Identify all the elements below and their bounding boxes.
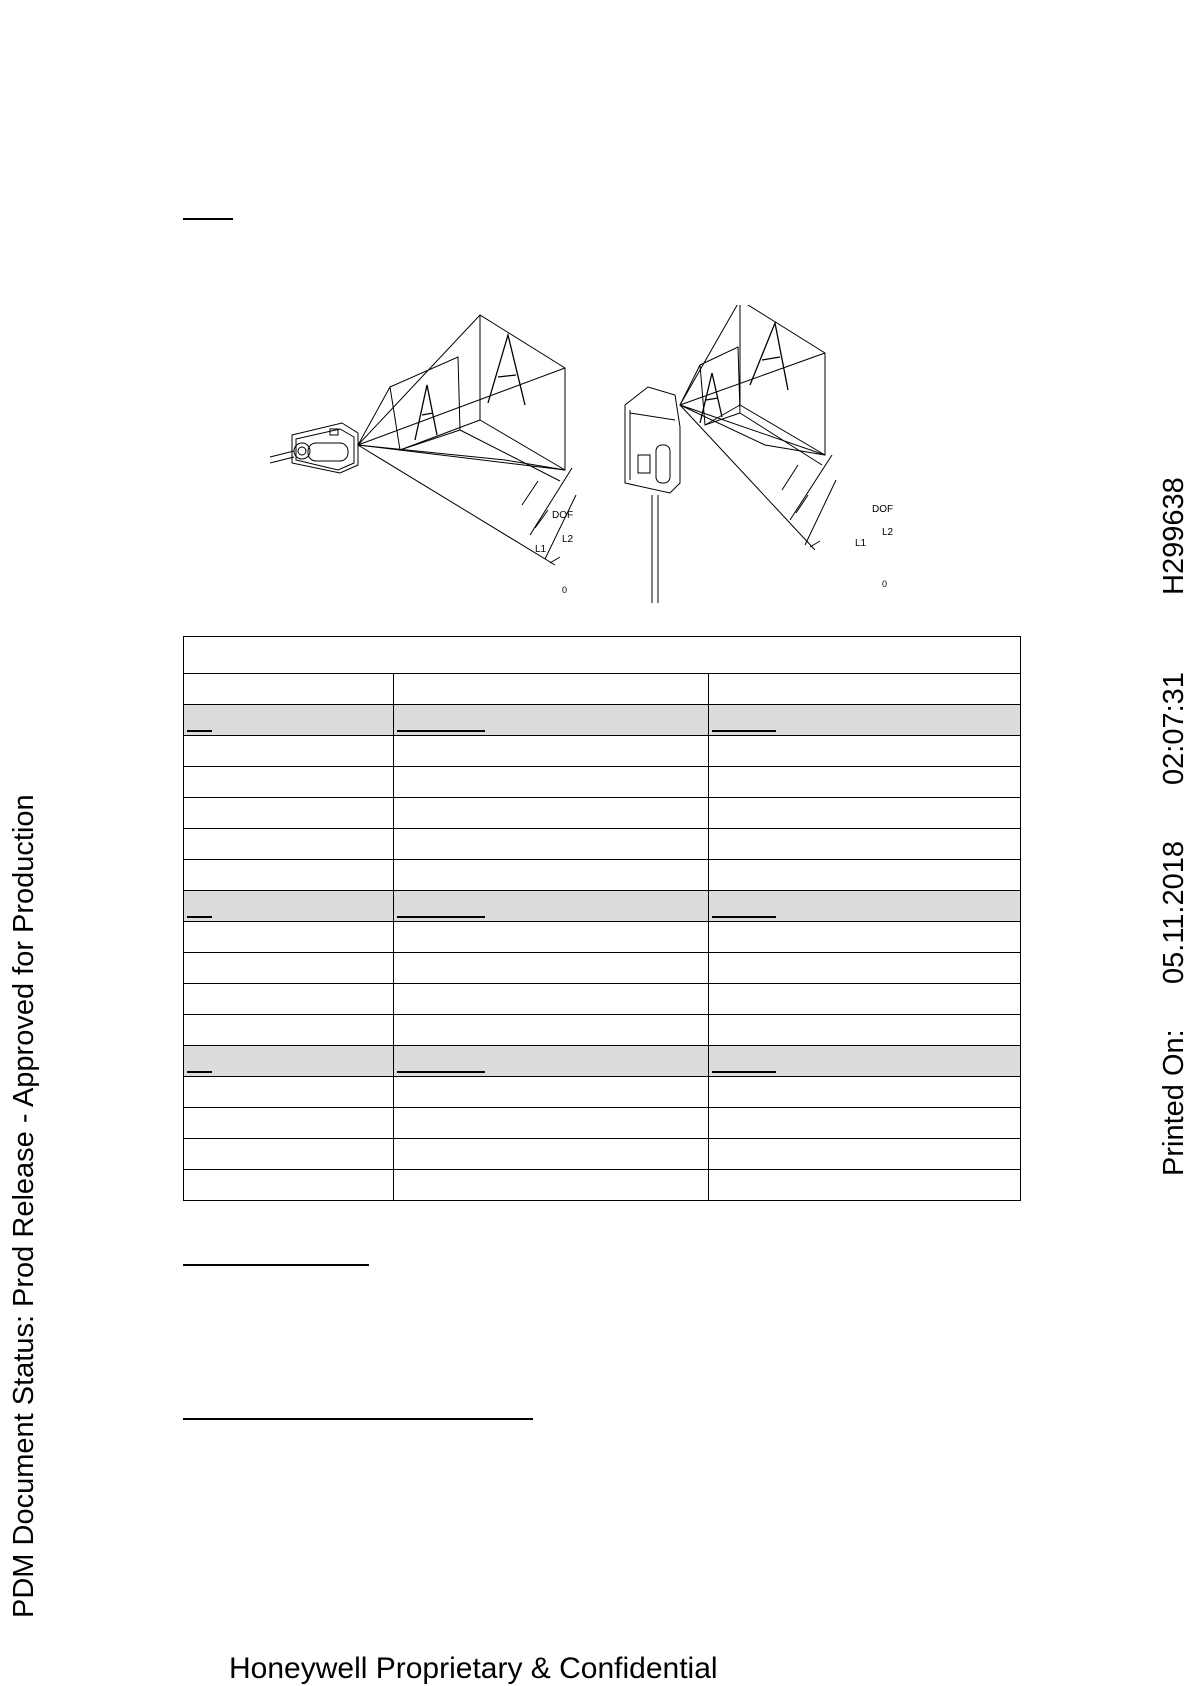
scanner-device-right [625,387,680,603]
printed-time: 02:07:31 [1158,672,1190,785]
group-mark [712,730,776,732]
dimension-lines-right [782,455,836,547]
printed-date: 05.11.2018 [1158,841,1190,984]
table-header-row [184,674,1021,705]
fov-pyramid-left [358,315,565,565]
table-row [184,1015,1021,1046]
group-mark [712,916,776,918]
table-row [184,860,1021,891]
dof-label-right: DOF [872,504,894,515]
table-row [184,984,1021,1015]
table-group-row [184,891,1021,922]
heading-underline [183,218,233,220]
letter-a-small-left [415,385,437,440]
table-row [184,829,1021,860]
table-row [184,767,1021,798]
section-heading-underline [183,1418,533,1420]
table-row [184,1139,1021,1170]
footer-confidential: Honeywell Proprietary & Confidential [229,1652,718,1685]
origin-label-left: 0 [562,585,568,595]
table-row [184,1077,1021,1108]
section-heading-underline [183,1264,369,1266]
l1-label-left: L1 [535,544,547,555]
group-mark [397,1071,485,1073]
table-group-row [184,705,1021,736]
table-group-row [184,1046,1021,1077]
group-mark [397,916,485,918]
fov-pyramid-right [680,305,825,550]
l2-label-left: L2 [562,534,574,545]
printed-on-label: Printed On: [1158,1029,1190,1176]
pdm-status-stamp: PDM Document Status: Prod Release - Approved for Production [8,794,40,1618]
group-mark [187,730,212,732]
document-number: H299638 [1158,477,1190,595]
table-title-row [184,637,1021,674]
l1-label-right: L1 [855,538,867,549]
group-mark [187,916,212,918]
origin-label-right: 0 [882,579,888,589]
table-row [184,1170,1021,1201]
table-row [184,953,1021,984]
table-row [184,798,1021,829]
table-row [184,922,1021,953]
table-row [184,736,1021,767]
letter-a-large-right [750,323,788,390]
l2-label-right: L2 [882,527,894,538]
table-row [184,1108,1021,1139]
group-mark [187,1071,212,1073]
group-mark [397,730,485,732]
group-mark [712,1071,776,1073]
dof-label-left: DOF [552,510,574,521]
field-of-view-figure [230,305,930,605]
scanner-device-left [270,423,358,473]
dof-table [183,636,1021,1201]
table-title-cell [184,637,1021,674]
